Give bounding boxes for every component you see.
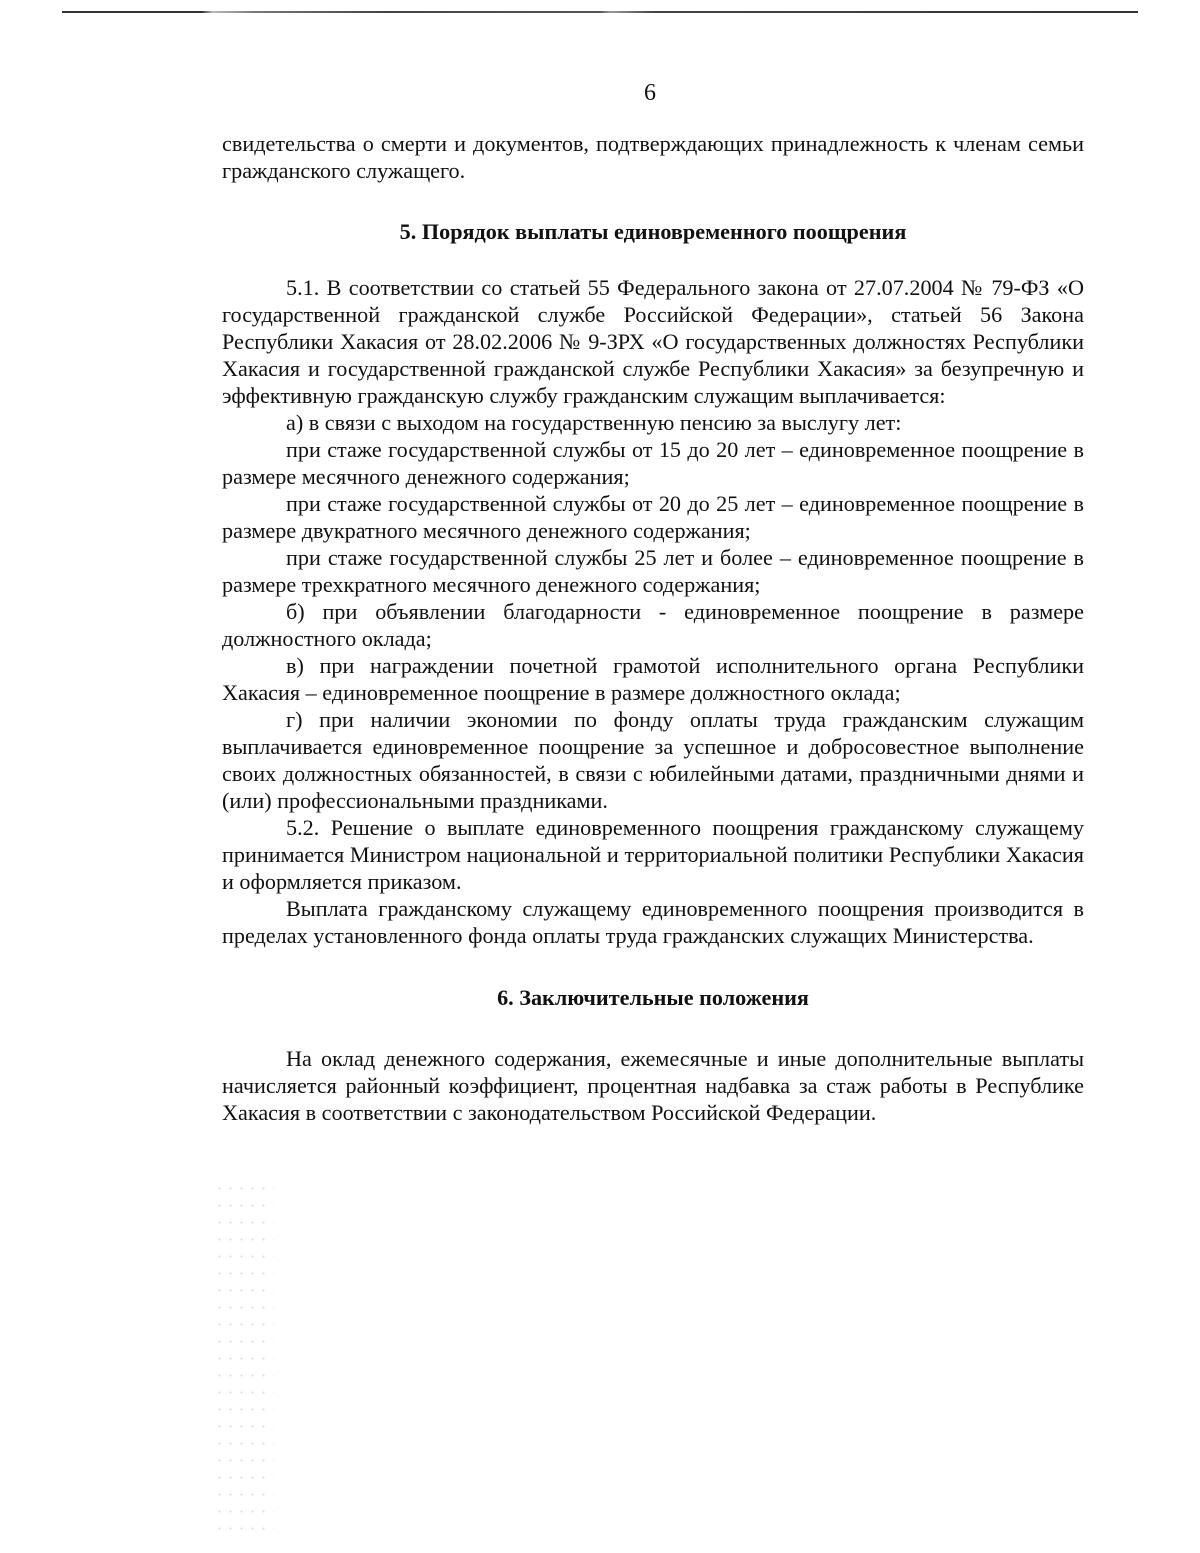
paragraph-5-1-b: б) при объявлении благодарности - единовременное поощрение в размере должностного оклада; (222, 599, 1084, 651)
paragraph-5-1-a-25-plus: при стаже государственной службы 25 лет и более – единовременное поощрение в размере трехкратного месячного денежного содержания; (222, 545, 1084, 597)
paragraph-5-1-a-20-25: при стаже государственной службы от 20 до 25 лет – единовременное поощрение в размере двукратного месячного денежного содержания; (222, 491, 1084, 543)
section-5-heading: 5. Порядок выплаты единовременного поощрения (399, 219, 907, 244)
paragraph-6-final: На оклад денежного содержания, ежемесячные и иные дополнительные выплаты начисляется районный коэффициент, процентная надбавка за стаж работы в Республике Хакасия в соответствии с законодательством Российской Федерации. (222, 1046, 1084, 1125)
scan-noise (214, 1180, 274, 1540)
continuation-paragraph: свидетельства о смерти и документов, подтверждающих принадлежность к членам семьи гражданского служащего. (222, 131, 1084, 183)
paragraph-5-1-a-15-20: при стаже государственной службы от 15 до 20 лет – единовременное поощрение в размере месячного денежного содержания; (222, 437, 1084, 489)
page-number: 6 (644, 80, 656, 106)
paragraph-5-1-a: а) в связи с выходом на государственную пенсию за выслугу лет: (286, 410, 902, 435)
paragraph-5-1-v: в) при награждении почетной грамотой исполнительного органа Республики Хакасия – единовременное поощрение в размере должностного оклада; (222, 653, 1084, 705)
scan-border-line (62, 11, 1138, 13)
document-body (222, 130, 1084, 1126)
paragraph-5-2-payment: Выплата гражданскому служащему единовременного поощрения производится в пределах установленного фонда оплаты труда гражданских служащих Министерства. (222, 896, 1084, 948)
paragraph-5-1-g: г) при наличии экономии по фонду оплаты труда гражданским служащим выплачивается единовременное поощрение за успешное и добросовестное выполнение своих должностных обязанностей, в связи с юбилейными датами, праздничными днями и (или) профессиональными праздниками. (222, 707, 1084, 813)
section-6-heading: 6. Заключительные положения (497, 985, 809, 1010)
paragraph-5-1: 5.1. В соответствии со статьей 55 Федерального закона от 27.07.2004 № 79-ФЗ «О государственной гражданской службе Российской Федерации», статьей 56 Закона Республики Хакасия от 28.02.2006 № 9-ЗРХ «О государственных должностях Республики Хакасия и государственной гражданской службе Республики Хакасия» за безупречную и эффективную гражданскую службу гражданским служащим выплачивается: (222, 275, 1084, 408)
paragraph-5-2: 5.2. Решение о выплате единовременного поощрения гражданскому служащему принимается Министром национальной и территориальной политики Республики Хакасия и оформляется приказом. (222, 815, 1084, 894)
